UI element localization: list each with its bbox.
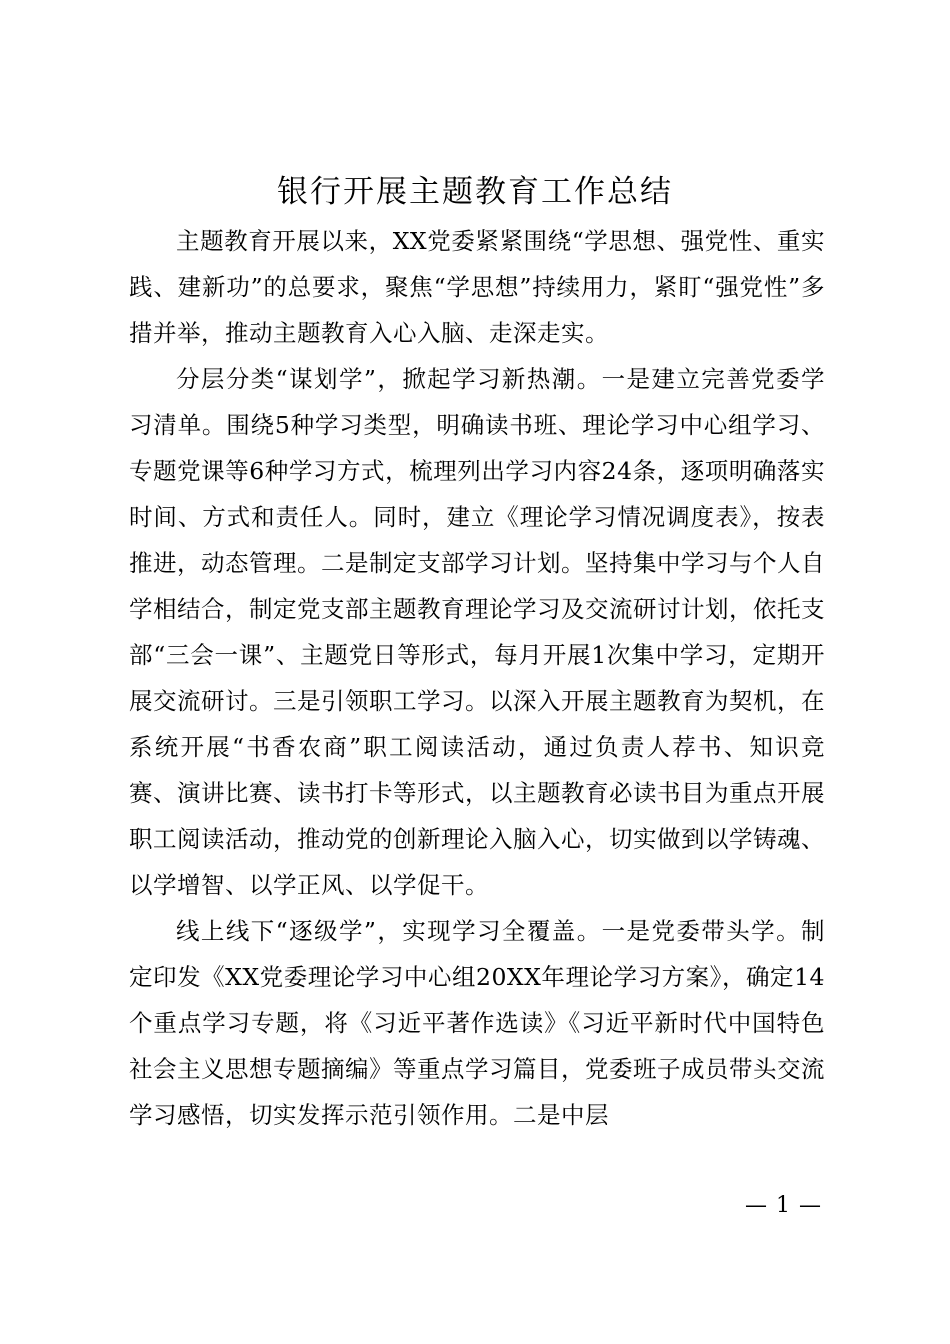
paragraph-intro: 主题教育开展以来，XX党委紧紧围绕“学思想、强党性、重实践、建新功”的总要求，聚焦“学思想”持续用力，紧盯“强党性”多措并举，推动主题教育入心入脑、走深走实。 — [129, 227, 825, 347]
document-title: 银行开展主题教育工作总结 — [277, 174, 673, 210]
paragraph-online-offline-learning: 线上线下“逐级学”，实现学习全覆盖。一是党委带头学。制定印发《XX党委理论学习中心组20XX年理论学习方案》，确定14个重点学习专题，将《习近平著作选读》《习近平新时代中国特色社会主义思想专题摘编》等重点学习篇目，党委班子成员带头交流学习感悟，切实发挥示范引领作用。二是中层 — [129, 917, 825, 1129]
page-number: — 1 — — [745, 1193, 822, 1218]
paragraph-layered-learning: 分层分类“谋划学”，掀起学习新热潮。一是建立完善党委学习清单。围绕5种学习类型，明确读书班、理论学习中心组学习、专题党课等6种学习方式，梳理列出学习内容24条，逐项明确落实时间、方式和责任人。同时，建立《理论学习情况调度表》，按表推进，动态管理。二是制定支部学习计划。坚持集中学习与个人自学相结合，制定党支部主题教育理论学习及交流研讨计划，依托支部“三会一课”、主题党日等形式，每月开展1次集中学习，定期开展交流研讨。三是引领职工学习。以深入开展主题教育为契机，在系统开展“书香农商”职工阅读活动，通过负责人荐书、知识竞赛、演讲比赛、读书打卡等形式，以主题教育必读书目为重点开展职工阅读活动，推动党的创新理论入脑入心，切实做到以学铸魂、以学增智、以学正风、以学促干。 — [129, 365, 825, 899]
document-body — [129, 218, 825, 1138]
